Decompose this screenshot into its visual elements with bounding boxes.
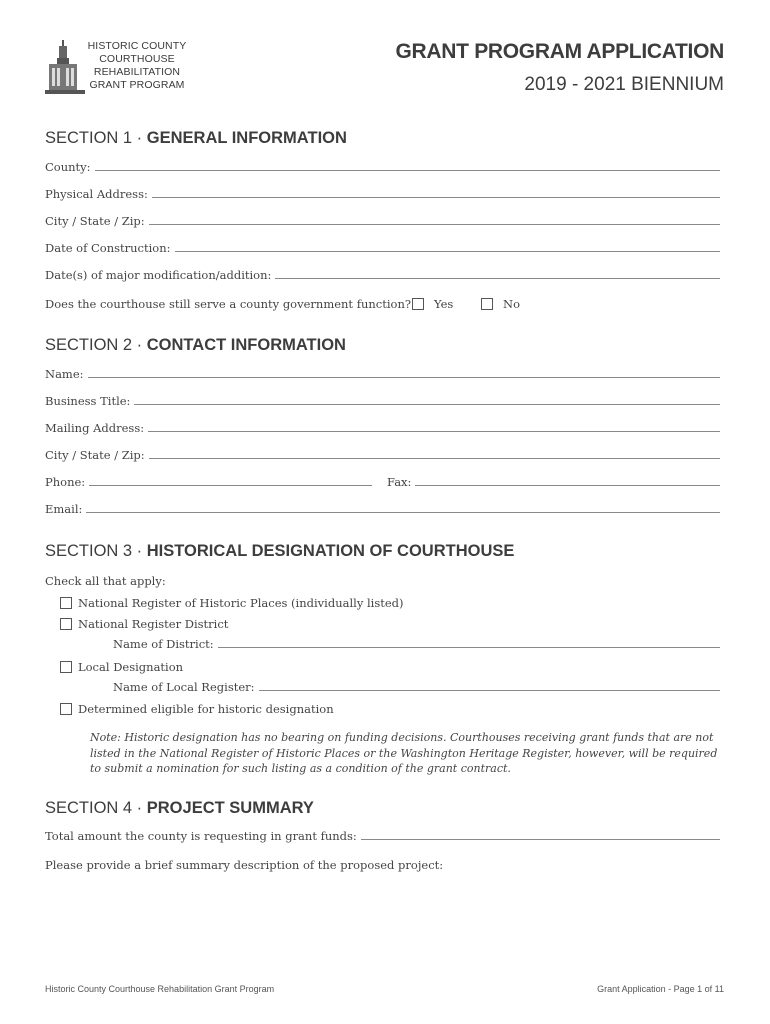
logo-text: [81, 40, 193, 92]
eligible-option[interactable]: [60, 702, 334, 716]
no-option[interactable]: [481, 297, 520, 311]
phone-input-line[interactable]: [89, 485, 372, 486]
logo-line: COURTHOUSE: [99, 53, 175, 65]
local-register-input-line[interactable]: [259, 690, 720, 691]
local-register-label: Name of Local Register:: [113, 680, 255, 694]
project-summary-area[interactable]: [45, 878, 720, 968]
national-register-option[interactable]: [60, 596, 404, 610]
eligible-label: Determined eligible for historic designation: [78, 702, 334, 716]
local-designation-option[interactable]: [60, 660, 183, 674]
county-input-line[interactable]: [95, 170, 720, 171]
document-title: GRANT PROGRAM APPLICATION: [395, 40, 724, 63]
section-title: PROJECT SUMMARY: [146, 799, 314, 817]
eligible-checkbox[interactable]: [60, 703, 72, 715]
section-title: HISTORICAL DESIGNATION OF COURTHOUSE: [146, 542, 515, 560]
local-register-field[interactable]: [113, 678, 720, 694]
modification-date-input-line[interactable]: [275, 278, 720, 279]
construction-date-field[interactable]: [45, 239, 720, 255]
yes-checkbox[interactable]: [412, 298, 424, 310]
government-function-question: Does the courthouse still serve a county government function?: [45, 297, 412, 311]
logo-line: GRANT PROGRAM: [89, 79, 185, 91]
fax-input-line[interactable]: [415, 485, 720, 486]
fax-field[interactable]: [387, 473, 720, 489]
national-register-checkbox[interactable]: [60, 597, 72, 609]
email-input-line[interactable]: [86, 512, 720, 513]
district-name-label: Name of District:: [113, 637, 214, 651]
district-name-input-line[interactable]: [218, 647, 720, 648]
contact-city-state-zip-input-line[interactable]: [149, 458, 720, 459]
physical-address-input-line[interactable]: [152, 197, 720, 198]
section-number: SECTION 4 ·: [45, 799, 147, 817]
program-logo: [45, 38, 205, 96]
modification-date-field[interactable]: [45, 266, 720, 282]
yes-option[interactable]: [412, 297, 453, 311]
no-checkbox[interactable]: [481, 298, 493, 310]
grant-amount-field[interactable]: [45, 827, 720, 843]
check-all-instruction: Check all that apply:: [45, 574, 166, 588]
email-label: Email:: [45, 502, 83, 516]
business-title-input-line[interactable]: [134, 404, 720, 405]
document-subtitle: 2019 - 2021 BIENNIUM: [524, 74, 724, 95]
phone-field[interactable]: [45, 473, 372, 489]
name-input-line[interactable]: [88, 377, 720, 378]
county-label: County:: [45, 160, 91, 174]
name-field[interactable]: [45, 365, 720, 381]
national-district-option[interactable]: [60, 617, 228, 631]
courthouse-icon: [45, 38, 85, 96]
phone-label: Phone:: [45, 475, 86, 489]
mailing-address-field[interactable]: [45, 419, 720, 435]
project-summary-prompt: Please provide a brief summary description of the proposed project:: [45, 858, 444, 872]
national-district-label: National Register District: [78, 617, 229, 631]
name-label: Name:: [45, 367, 84, 381]
national-district-checkbox[interactable]: [60, 618, 72, 630]
section-number: SECTION 1 ·: [45, 129, 147, 147]
grant-amount-input-line[interactable]: [361, 839, 720, 840]
construction-date-input-line[interactable]: [175, 251, 721, 252]
city-state-zip-input-line[interactable]: [149, 224, 720, 225]
section-1-heading: [45, 129, 347, 148]
contact-city-state-zip-field[interactable]: [45, 446, 720, 462]
section-2-heading: [45, 336, 346, 355]
section-4-heading: [45, 799, 314, 818]
section-number: SECTION 2 ·: [45, 336, 147, 354]
email-field[interactable]: [45, 500, 720, 516]
business-title-field[interactable]: [45, 392, 720, 408]
footer-program-name: Historic County Courthouse Rehabilitation Grant Program: [45, 984, 275, 994]
physical-address-field[interactable]: [45, 185, 720, 201]
section-title: GENERAL INFORMATION: [146, 129, 347, 147]
no-label: No: [503, 297, 520, 311]
logo-line: HISTORIC COUNTY: [87, 40, 187, 52]
county-field[interactable]: [45, 158, 720, 174]
physical-address-label: Physical Address:: [45, 187, 148, 201]
footer-page-number: Grant Application - Page 1 of 11: [597, 984, 724, 994]
national-register-label: National Register of Historic Places (individually listed): [78, 596, 404, 610]
mailing-address-input-line[interactable]: [148, 431, 720, 432]
section-title: CONTACT INFORMATION: [146, 336, 346, 354]
modification-date-label: Date(s) of major modification/addition:: [45, 268, 272, 282]
city-state-zip-label: City / State / Zip:: [45, 214, 145, 228]
mailing-address-label: Mailing Address:: [45, 421, 145, 435]
business-title-label: Business Title:: [45, 394, 131, 408]
section-number: SECTION 3 ·: [45, 542, 147, 560]
grant-amount-label: Total amount the county is requesting in grant funds:: [45, 829, 357, 843]
district-name-field[interactable]: [113, 635, 720, 651]
fax-label: Fax:: [387, 475, 412, 489]
contact-city-state-zip-label: City / State / Zip:: [45, 448, 145, 462]
designation-note: Note: Historic designation has no bearing on funding decisions. Courthouses receiving grant funds that are not listed in the National Register of Historic Places or the Washington Heritage Register, however, will be required to submit a nomination for such listing as a condition of the grant contract.: [90, 731, 718, 775]
local-designation-label: Local Designation: [78, 660, 184, 674]
local-designation-checkbox[interactable]: [60, 661, 72, 673]
yes-label: Yes: [434, 297, 454, 311]
construction-date-label: Date of Construction:: [45, 241, 171, 255]
logo-line: REHABILITATION: [93, 66, 181, 78]
section-3-heading: [45, 542, 514, 561]
city-state-zip-field[interactable]: [45, 212, 720, 228]
